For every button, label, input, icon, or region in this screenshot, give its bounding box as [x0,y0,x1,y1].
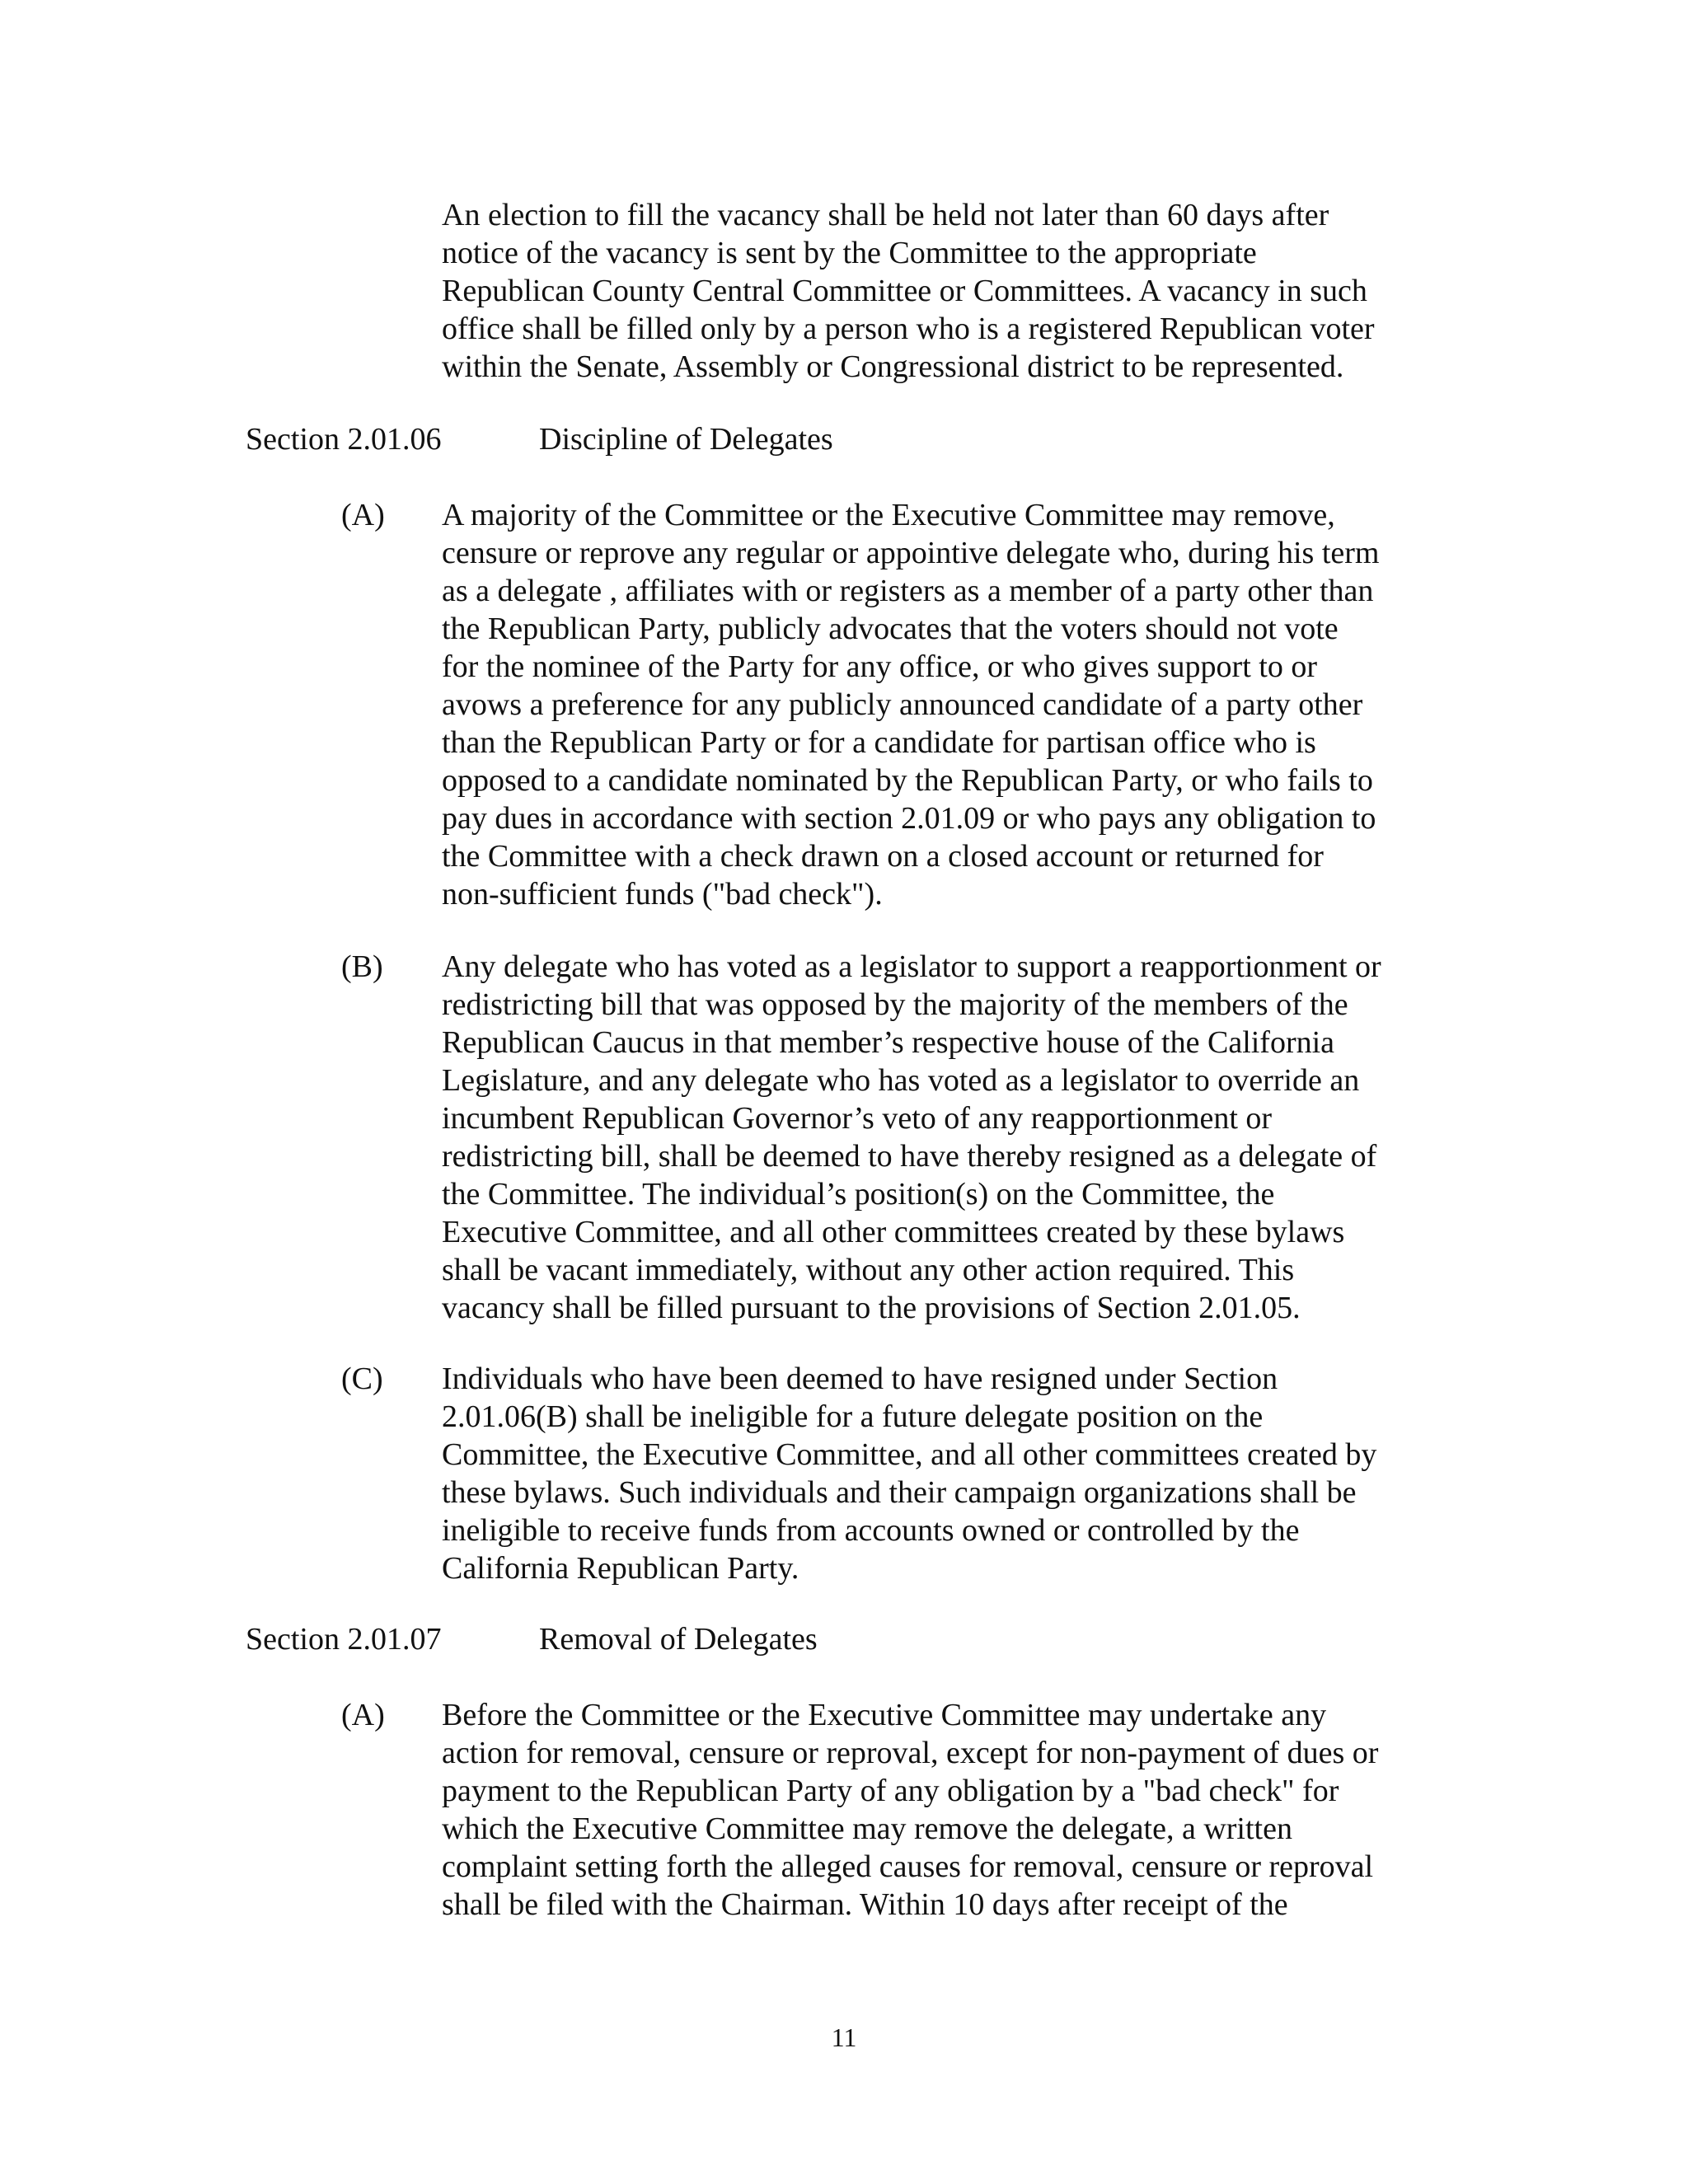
section-title: Discipline of Delegates [539,422,833,457]
text-line: shall be vacant immediately, without any other action required. This [442,1253,1295,1287]
item-label: (A) [341,1698,385,1732]
text-line: avows a preference for any publicly announced candidate of a party other [442,687,1363,722]
item-paragraph [442,1696,1456,1924]
page-number: 11 [831,2022,857,2052]
text-line: payment to the Republican Party of any obligation by a "bad check" for [442,1774,1339,1808]
text-line: redistricting bill, shall be deemed to have thereby resigned as a delegate of [442,1139,1377,1174]
text-line: Legislature, and any delegate who has voted as a legislator to override an [442,1063,1360,1098]
section-number: Section 2.01.06 [246,422,442,457]
section-number: Section 2.01.07 [246,1622,442,1657]
text-line: notice of the vacancy is sent by the Committee to the appropriate [442,236,1257,270]
text-line: than the Republican Party or for a candidate for partisan office who is [442,725,1316,760]
text-line: redistricting bill that was opposed by the majority of the members of the [442,987,1348,1022]
text-line: A majority of the Committee or the Executive Committee may remove, [442,498,1335,532]
item-paragraph [442,1360,1456,1587]
text-line: within the Senate, Assembly or Congressional district to be represented. [442,349,1344,384]
text-line: action for removal, censure or reproval, except for non-payment of dues or [442,1736,1379,1770]
text-line: the Committee. The individual’s position(s) on the Committee, the [442,1177,1275,1212]
text-line: Republican County Central Committee or Committees. A vacancy in such [442,274,1367,308]
text-line: which the Executive Committee may remove the delegate, a written [442,1811,1292,1846]
item-paragraph [442,948,1456,1327]
text-line: the Republican Party, publicly advocates that the voters should not vote [442,612,1339,646]
text-line: censure or reprove any regular or appointive delegate who, during his term [442,536,1380,570]
text-line: Republican Caucus in that member’s respective house of the California [442,1025,1335,1060]
text-line: ineligible to receive funds from accounts owned or controlled by the [442,1513,1300,1548]
text-line: these bylaws. Such individuals and their campaign organizations shall be [442,1475,1357,1510]
text-line: as a delegate , affiliates with or registers as a member of a party other than [442,574,1374,608]
text-line: incumbent Republican Governor’s veto of any reapportionment or [442,1101,1273,1136]
text-line: office shall be filled only by a person who is a registered Republican voter [442,312,1375,346]
text-line: the Committee with a check drawn on a closed account or returned for [442,839,1324,874]
text-line: Executive Committee, and all other committees created by these bylaws [442,1215,1345,1249]
text-line: opposed to a candidate nominated by the Republican Party, or who fails to [442,763,1373,798]
text-line: non-sufficient funds ("bad check"). [442,877,883,912]
text-line: pay dues in accordance with section 2.01.09 or who pays any obligation to [442,801,1376,836]
text-line: complaint setting forth the alleged causes for removal, censure or reproval [442,1849,1374,1884]
text-line: 2.01.06(B) shall be ineligible for a future delegate position on the [442,1399,1264,1434]
text-line: shall be filed with the Chairman. Within 10 days after receipt of the [442,1887,1288,1922]
item-label: (A) [341,498,385,532]
text-line: California Republican Party. [442,1551,799,1586]
text-line: Committee, the Executive Committee, and all other committees created by [442,1437,1377,1472]
intro-paragraph [442,196,1456,386]
text-line: Any delegate who has voted as a legislator to support a reapportionment or [442,949,1381,984]
section-title: Removal of Delegates [539,1622,818,1657]
item-label: (B) [341,949,383,984]
text-line: An election to fill the vacancy shall be held not later than 60 days after [442,198,1329,232]
item-label: (C) [341,1361,383,1396]
text-line: vacancy shall be filled pursuant to the provisions of Section 2.01.05. [442,1291,1301,1325]
text-line: for the nominee of the Party for any office, or who gives support to or [442,649,1317,684]
item-paragraph [442,496,1456,913]
text-line: Individuals who have been deemed to have resigned under Section [442,1361,1278,1396]
text-line: Before the Committee or the Executive Committee may undertake any [442,1698,1327,1732]
